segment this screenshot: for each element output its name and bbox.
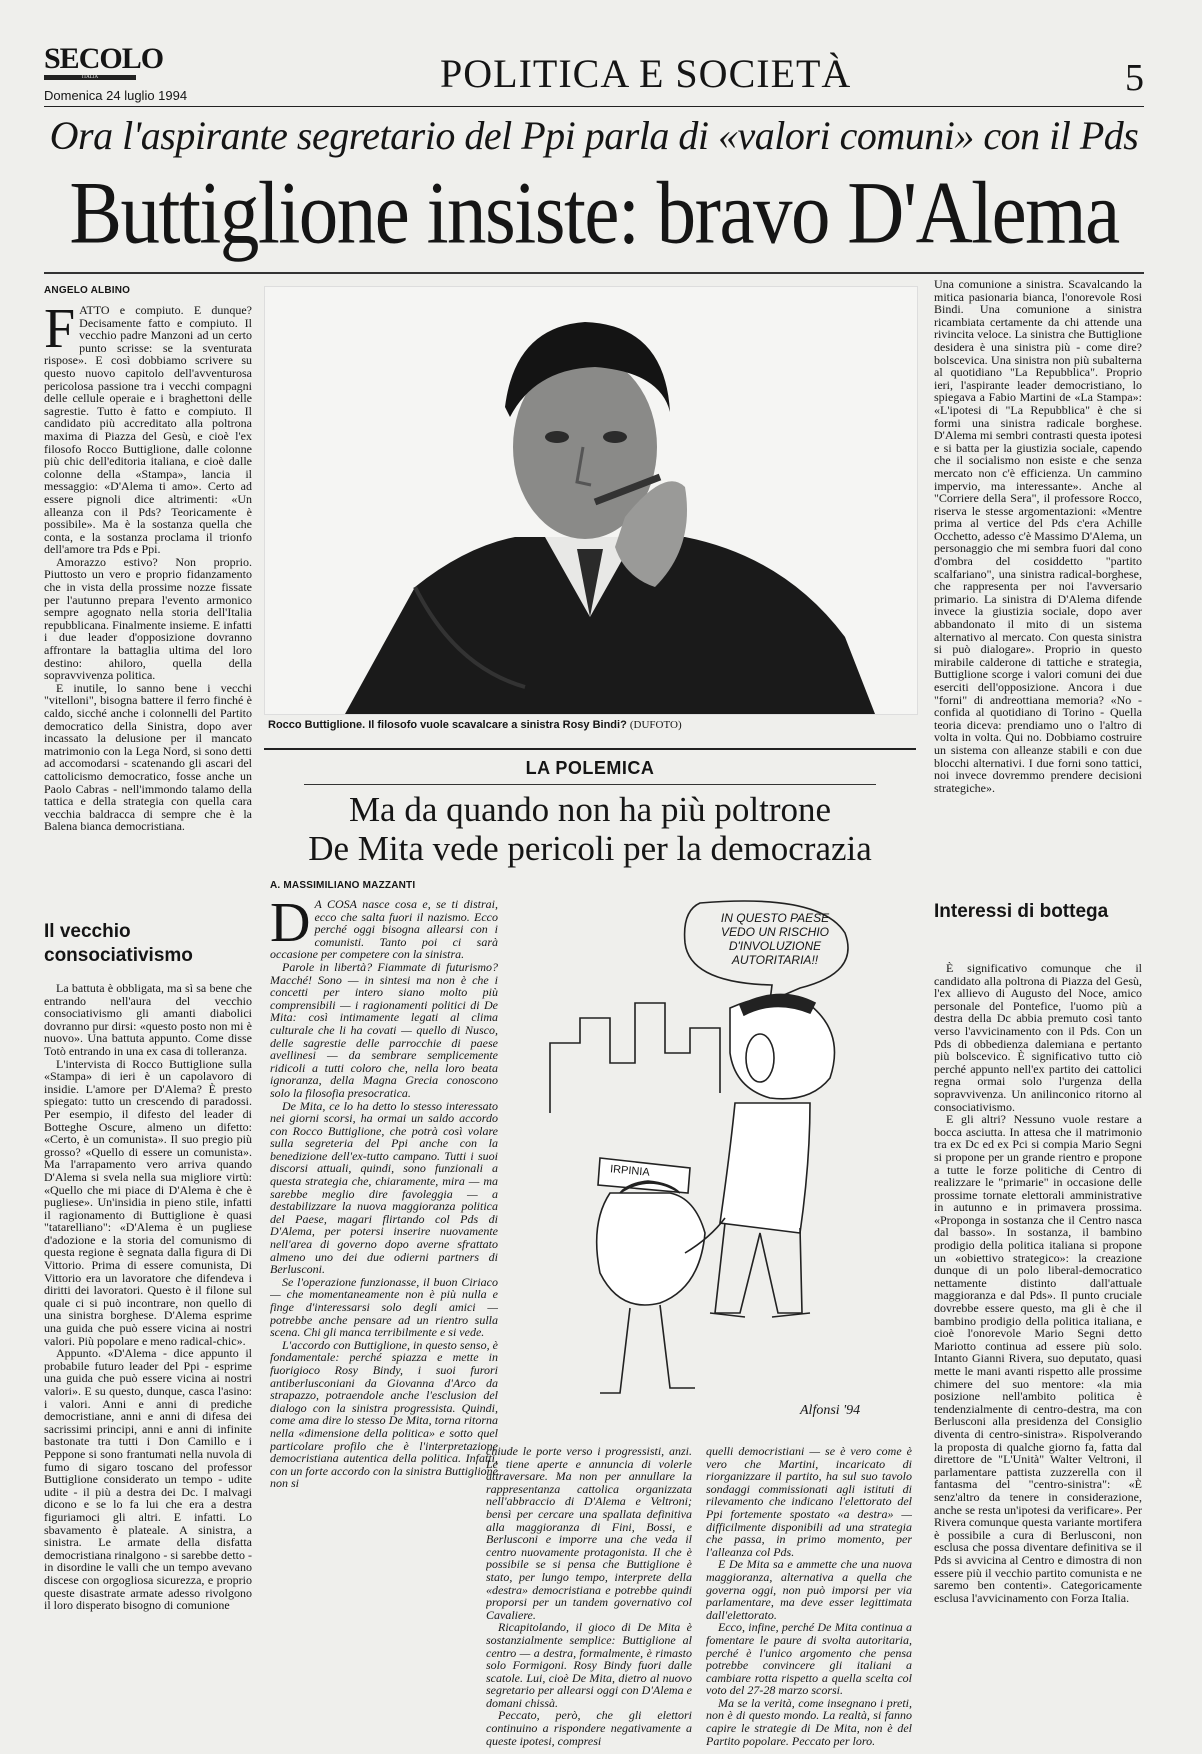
cartoon-drawing <box>510 893 910 1438</box>
issue-date: Domenica 24 luglio 1994 <box>44 88 188 103</box>
speech-line: IN QUESTO PAESE <box>720 911 830 925</box>
article-column-1b <box>44 982 252 1742</box>
caption-text: Rocco Buttiglione. Il filosofo vuole scavalcare a sinistra Rosy Bindi? <box>268 719 627 731</box>
paragraph: Una comunione a sinistra. Scavalcando la mitica pasionaria bianca, l'onorevole Rosi Bindi. Una comunione a sinistra ricambiata certamente da chi attende una rivincita veloce. La sinistra che Buttiglione desidera è una sinistra più - come dire? bolscevica. Una sinistra non più subalterna al quotidiano "La Repubblica". Proprio ieri, l'aspirante leader democristiano, lo spiegava a Fabio Martini de «La Stampa»: «L'ipotesi di "La Repubblica" è che si formi una sinistra radicale borghese. D'Alema mi sembri contrasti questa ipotesi e si batta per la giustizia sociale, capendo che il socialismo non esiste e che senza mercato non c'è efficienza. Un cammino impervio, ma interessante». Anche al "Corriere della Sera", il professore Rocco, riserva le stesse argomentazioni: «Mentre prima al vertice del Pds c'era Achille Occhetto, adesso c'è Massimo D'Alema, un personaggio che mi sembra fuori dal cono d'ombra del cosiddetto "partito scalfariano", una sinistra radical-borghese, che rappresenta per noi l'avversario primario. La sinistra di D'Alema difende invece la giustizia sociale, dopo aver abbandonato il mito di un sistema alternativo al mercato. Con questa sinistra si può dialogare». Proprio in questo mirabile calderone di tattiche e strategia, Buttiglione scorge i valori comuni dei due eserciti dell'opposizione. Ancora i due "forni" di andreottiana memoria? «No - confida al quotidiano di Torino - Quella teoria diceva: prendiamo uno o l'altro di volta in volta. Qui no. Dobbiamo costruire un sistema con alleanze stabili e con due blocchi alternativi. I due forni sono tattici, noi invece dovremmo prendere decisioni strategiche». <box>934 278 1142 795</box>
polemica-title <box>264 790 916 868</box>
paragraph: De Mita, ce lo ha detto lo stesso interessato nei giorni scorsi, ha ormai un saldo accordo con Rocco Buttiglione, che potrà così volare sulla segreteria del Ppi anche con la benedizione dell'ex-tutto campano. Tutti i suoi discorsi attuali, quindi, sono funzionali a questa strategia che, chiaramente, mira — ma sarebbe meglio dire favoleggia — a destabilizzare la nuova maggioranza politica del Paese, magari flirtando col Pds di D'Alema, per potersi inserire nuovamente nell'area di governo dopo averne sfrattato almeno uno dei due odierni partners di Berlusconi. <box>270 1098 498 1277</box>
paragraph: La battuta è obbligata, ma sì sa bene che entrando nell'aura del vecchio consociativismo gli amanti diabolici dovranno pur dirsi: «questo posto non mi è nuovo». Una battuta appunto. Come disse Totò entrando in una ex casa di tolleranza. <box>44 982 252 1058</box>
paragraph: E inutile, lo sanno bene i vecchi "vitelloni", bisogna battere il ferro finché è caldo, sicché anche i colonnelli del Partito democratico della Sinistra, dopo aver incassato la delusione per il mancato matrimonio con la Lega Nord, si sono detti ad accomodarsi - scatenando gli ascari del cattolicismo democratico, fosse anche un Paolo Cabras - nell'immondo talamo della tattica e della strategia con quella cara vecchia baldracca di sempre che è la Balena bianca democristiana. <box>44 680 252 834</box>
section-title: POLITICA E SOCIETÀ <box>440 51 852 96</box>
paragraph: Ecco, infine, perché De Mita continua a fomentare le paure di svolta autoritaria, perché è l'unico argomento che pensa potrebbe convincere gli italiani a cambiare rotta rispetto a quella scelta col voto del 27-28 marzo scorsi. <box>706 1620 912 1698</box>
paragraph: E gli altri? Nessuno vuole restare a bocca asciutta. In attesa che il matrimonio tra ex Dc ed ex Pci si compia Mario Segni si propone per un grande rientro e propone a tutte le forze politiche di Centro di realizzare le "primarie" in occasione delle prossime tornate elettorali amministrative in autunno e in primavera prossima. «Proponga in sostanza che il Centro nasca dal basso». In sostanza, il bambino prodigio della politica italiana si propone un «obiettivo strategico»: la creazione dunque di un polo liberal-democratico nettamente distinto dall'attuale maggioranza e dal Pds». Il punto cruciale dovrebbe essere questo, ma gli è che il bambino prodigio della politica italiana, e cioè l'onorevole Mario Segni detto Mariotto continua ad essere più solo. Intanto Gianni Rivera, suo deputato, quasi mette le mani avanti rispetto alle prossime chimere del suo mentore: «la mia posizione nell'ambito politica è tendenzialmente di centro-destra, ma con Berlusconi alla presidenza del Consiglio diventa di centro-sinistra». Rispolverando la proposta di qualche giorno fa, fatta dal direttore de "L'Unità" Walter Veltroni, il parlamentare pattista zuzzerella con il fantasma del "centro-sinistra": «È senz'altro da tenere in considerazione, anche se resta un'ipotesi da verificare». Per Rivera comunque questa variante mortifera è possibile a cura di Berlusconi, non esclusa che possa diventare definitiva se il Pds si avvicina al Centro e dimostra di non essere più il vecchio partito comunista e ne saremo ben contenti». Categoricamente esclusa l'avvicinamento con Forza Italia. <box>934 1112 1142 1605</box>
de-mita-cartoon <box>510 893 910 1438</box>
photo-credit: (DUFOTO) <box>629 719 682 731</box>
cartoon-speech-bubble <box>700 911 850 967</box>
subheading-interessi: Interessi di bottega <box>934 901 1109 922</box>
polemica-byline: A. MASSIMILIANO MAZZANTI <box>270 880 416 891</box>
speech-line: AUTORITARIA!! <box>731 953 819 967</box>
paragraph: Parole in libertà? Fiammate di futurismo? Macché! Sono — in sintesi ma non è che i concetti per intero siano molto più comprensibili — i ragionamenti politici di De Mita: così intimamente legati al clima culturale che li ha covati — quello di Nusco, delle sagrestie delle parrocchie di paese avellinesi — da sembrare semplicemente ridicoli a tutti coloro che, nella loro beata ignoranza, della Magna Grecia conoscono solo la filosofia presocratica. <box>270 959 498 1100</box>
headline-rule <box>44 272 1144 274</box>
paragraph: Ma se la verità, come insegnano i preti, non è di questo mondo. La realtà, si fanno capire le strategie di De Mita, non è del Partito popolare. Peccato per loro. <box>706 1695 912 1748</box>
masthead <box>44 42 1144 107</box>
paragraph: Se l'operazione funzionasse, il buon Ciriaco — che momentaneamente non è più nulla e finge d'interessarsi solo degli amici — potrebbe anche pensare ad un rientro sulla scena. Chi gli manca terribilmente e si vede. <box>270 1274 498 1340</box>
paragraph: L'intervista di Rocco Buttiglione sulla «Stampa» di ieri è un capolavoro di insidie. L'amore per D'Alema? È presto spiegato: tutto un crescendo di paradossi. Per esempio, il difesto del leader di Botteghe Oscure, almeno un difetto: «Certo, è un comunista». Il suo pregio più grosso? «Quello di essere un comunista». Ma l'arrapamento vero arriva quando D'Alema si svela nella sua migliore virtù: «Quello che mi piace di D'Alema è che è pugliese». Un'insidia in pieno stile, infatti il ragionamento di Buttiglione è quasi "tatarelliano": «D'Alema è un pugliese d'adozione e la storia del comunismo di questa regione è segnata dalla figura di Di Vittorio. Prima di essere comunista, Di Vittorio era un lavoratore che difendeva i diritti dei lavoratori. Questo è il filone sul quale ci si può incontrare, non quello di una sinistra borghese. D'Alema esprime una guida che può essere vicina ai nostri valori. Più popolare e meno radical-chic». <box>44 1056 252 1348</box>
paragraph: Appunto. «D'Alema - dice appunto il probabile futuro leader del Ppi - esprime una guida che può essere vicina ai nostri valori». E su questo, dunque, casca l'asino: i valori. Anni e anni di prediche democristiane, anni e anni di difesa dei sacrissimi principi, anni e anni di infinite bastonate tra tutti i Don Camillo e i Peppone si sono frantumati nella nuvola di fumo di sigaro toscano del professor Buttiglione considerato un tempo - udite udite - il più a destra dei Dc. I malvagi dicono e se lo fa lui che era a destra figuriamoci gli altri. E infatti. Lo sbavamento è plateale. A sinistra, a sinistra. Le armate della disfatta democristiana rinalgono - si sarebbe detto - in disordine le valli che un tempo avevano discese con orgogliosa sicurezza, e proprio queste disastrate armate adesso rivolgono il loro disperato bisogno di comunione <box>44 1346 252 1613</box>
polemica-title-line2: De Mita vede pericoli per la democrazia <box>308 829 872 868</box>
paragraph: quelli democristiani — se è vero come è vero che Martini, incaricato di riorganizzare il partito, ha sul suo tavolo sondaggi commissionati agli istituti di rilevamento che indicano l'elettorato del Ppi fortemente spostato «a destra» — difficilmente disponibili ad una strategia che passa, in primo momento, per l'alleanza col Pds. <box>706 1445 912 1559</box>
paragraph: A COSA nasce cosa e, se ti distrai, ecco che salta fuori il nazismo. Ecco perché oggi bisogna allearsi con i comunisti. Tanto poi ci sarà occasione per competere con la sinistra. <box>270 898 498 962</box>
portrait-illustration <box>265 287 917 714</box>
logo-subtitle: ITALIA <box>44 75 136 80</box>
polemica-rule <box>304 784 876 785</box>
article-byline: ANGELO ALBINO <box>44 285 131 296</box>
paragraph: Ricapitolando, il gioco di De Mita è sostanzialmente semplice: Buttiglione al centro — a destra, formalmente, è rimasto solo Formigoni. Rosy Bindy fuori dalle scatole. Lui, cioè De Mita, dietro al nuovo segretario per allearsi oggi con D'Alema e domani chissà. <box>486 1620 692 1710</box>
speech-line: VEDO UN RISCHIO <box>720 925 829 939</box>
polemica-title-line1: Ma da quando non ha più poltrone <box>348 790 832 829</box>
article-kicker: Ora l'aspirante segretario del Ppi parla di «valori comuni» con il Pds <box>49 113 1139 158</box>
photo-caption <box>268 719 682 731</box>
subheading-consociativismo: Il vecchio consociativismo <box>44 921 193 966</box>
article-headline: Buttiglione insiste: bravo D'Alema <box>69 165 1119 263</box>
dropcap: F <box>44 304 76 360</box>
polemica-column-1 <box>270 898 498 1748</box>
polemica-column-2 <box>486 1445 692 1748</box>
paragraph: Peccato, però, che gli elettori continuino a rispondere negativamente a queste ipotesi, compresi <box>486 1708 692 1748</box>
paragraph: chiude le porte verso i progressisti, anzi. Le tiene aperte e annuncia di volerle attraversare. Ma non per annullare la rappresentanza cattolica organizzata nell'abbraccio di D'Alema e Veltroni; bensì per cercare una spallata definitiva alla maggioranza di Fini, Bossi, e Berlusconi e imporre una che veda il centro nuovamente protagonista. Il che è possibile se si pensa che Buttiglione è stato, per lungo tempo, interprete della «destra» democristiana e potrebbe quindi proporsi per un tandem governativo col Cavaliere. <box>486 1445 692 1622</box>
paragraph: È significativo comunque che il candidato alla poltrona di Piazza del Gesù, l'ex allievo di Augusto del Noce, amico personale del Pontefice, l'uomo più a destra della Dc abbia premuto così tanto verso l'avvicinamento con il Pds. Con un Pds di obbedienza dalemiana e pertanto più bolscevico. È significativo tutto ciò perché appunto nell'ex partito dei cattolici regna ormai solo l'urgenza della sopravvivenza. Un anilinconico ritorno al consociativismo. <box>934 962 1142 1114</box>
paragraph: E De Mita sa e ammette che una nuova maggioranza, alternativa a quella che governa oggi, non può imporsi per via parlamentare, ma deve esser legittimata dall'elettorato. <box>706 1557 912 1622</box>
polemica-dropcap: D <box>270 898 311 954</box>
speech-line: D'INVOLUZIONE <box>728 939 822 953</box>
buttiglione-photo <box>264 286 918 715</box>
page-number: 5 <box>1125 57 1144 99</box>
article-column-4b <box>934 962 1142 1748</box>
article-column-1 <box>44 304 252 904</box>
polemica-label: LA POLEMICA <box>525 758 655 778</box>
irpinia-sign: IRPINIA <box>609 1163 651 1179</box>
article-column-4 <box>934 278 1142 884</box>
paragraph: ATTO e compiuto. E dunque? Decisamente fatto e compiuto. Il vecchio padre Manzoni ad un certo punto scrisse: se la sventurata rispose». E così dobbiamo scrivere su questo nuovo capitolo dell'avventurosa pericolosa passione tra i vecchi compagni delle cellule operaie e i braghettoni delle sagrestie. Tutto è fatto e compiuto. Il candidato più accreditato alla poltrona maxima di Piazza del Gesù, e cioè l'ex filosofo Rocco Buttiglione, dalle colonne più chic dell'editoria italiana, e cioè dalle colonne della «Stampa», lancia il messaggio: «D'Alema ti amo». Certo ad essere pignoli dice altrimenti: «Un alleanza con il Pds? Teoricamente è possibile». Ma è la sostanza quella che conta, e la sostanza proclama il trionfo dell'amore tra Pds e Ppi. <box>44 304 252 557</box>
cartoon-signature: Alfonsi '94 <box>800 1403 861 1418</box>
newspaper-logo: SECOLO <box>44 42 164 75</box>
polemica-column-3 <box>706 1445 912 1748</box>
paragraph: L'accordo con Buttiglione, in questo senso, è fondamentale: perché spiazza e mette in fuorigioco Rosy Bindy, i suoi furori antiberlusconiani da Giovanna d'Arco da strapazzo, potraendole anche l'esclusion del dialogo con la sinistra progressista. Quindi, come ama dire lo stesso De Mita, torna ritorna nella «dimensione della politica» e sotto quel particolare profilo che è l'interpretazione democristiana autentica della politica. Infatti, con un forte accordo con la sinistra Buttiglione non si <box>270 1337 498 1491</box>
paragraph: Amorazzo estivo? Non proprio. Piuttosto un vero e proprio fidanzamento che in vista della prossime nozze fissate per l'autunno prepara l'evento armonico sempre agognato nella storia dell'Italia repubblicana. Finalmente insieme. E infatti i due leader d'opposizione dovranno affrontare la battaglia ultima del loro destino: ahiloro, quella della sopravvivenza politica. <box>44 554 252 683</box>
